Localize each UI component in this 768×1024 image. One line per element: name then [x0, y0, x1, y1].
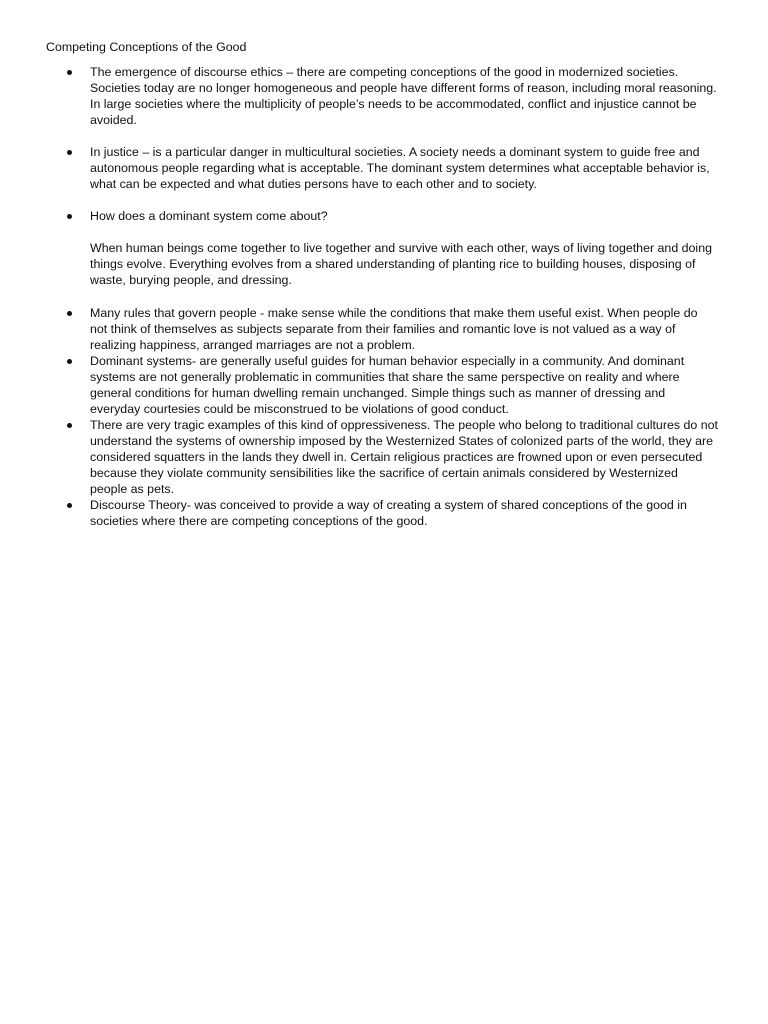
list-item: [0, 497, 718, 529]
list-item: [0, 208, 718, 288]
list-item-text: Dominant systems- are generally useful guides for human behavior especially in a community. And dominant systems are not generally problematic in communities that share the same perspective on reality and where general conditions for human dwelling remain unchanged. Simple things such as manner of dressing and everyday courtesies could be misconstrued to be violations of good conduct.: [90, 354, 685, 416]
list-item-text: In justice – is a particular danger in multicultural societies. A society needs a dominant system to guide free and autonomous people regarding what is acceptable. The dominant system determines what acceptable behavior is, what can be expected and what duties persons have to each other and to society.: [90, 145, 710, 191]
bullet-icon: [67, 150, 72, 155]
bullet-icon: [67, 503, 72, 508]
document-title: Competing Conceptions of the Good: [46, 40, 247, 54]
list-item-text: Discourse Theory- was conceived to provide a way of creating a system of shared conceptions of the good in societies where there are competing conceptions of the good.: [90, 498, 687, 528]
list-item-text: How does a dominant system come about?: [90, 209, 328, 223]
list-item: [0, 353, 718, 417]
list-item-subtext: When human beings come together to live together and survive with each other, ways of living together and doing things evolve. Everything evolves from a shared understanding of planting rice to building houses, disposing of waste, burying people, and dressing.: [90, 241, 712, 287]
bullet-icon: [67, 311, 72, 316]
bullet-icon: [67, 70, 72, 75]
list-item-text: The emergence of discourse ethics – there are competing conceptions of the good in modernized societies. Societies today are no longer homogeneous and people have different forms of reason, including moral reasoning. In large societies where the multiplicity of people’s needs to be accommodated, conflict and injustice cannot be avoided.: [90, 65, 717, 127]
bullet-icon: [67, 214, 72, 219]
list-item-text: There are very tragic examples of this kind of oppressiveness. The people who belong to traditional cultures do not understand the systems of ownership imposed by the Westernized States of colonized parts of the world, they are considered squatters in the lands they dwell in. Certain religious practices are frowned upon or even persecuted because they violate community sensibilities like the sacrifice of certain animals considered by Westernized people as pets.: [90, 418, 718, 496]
list-item: [0, 64, 718, 128]
bullet-icon: [67, 423, 72, 428]
bullet-icon: [67, 359, 72, 364]
list-item: [0, 417, 718, 497]
list-item: [0, 305, 718, 353]
bullet-list: [0, 64, 768, 529]
list-item: [0, 144, 718, 192]
list-item-text: Many rules that govern people - make sense while the conditions that make them useful exist. When people do not think of themselves as subjects separate from their families and romantic love is not valued as a way of realizing happiness, arranged marriages are not a problem.: [90, 306, 698, 352]
